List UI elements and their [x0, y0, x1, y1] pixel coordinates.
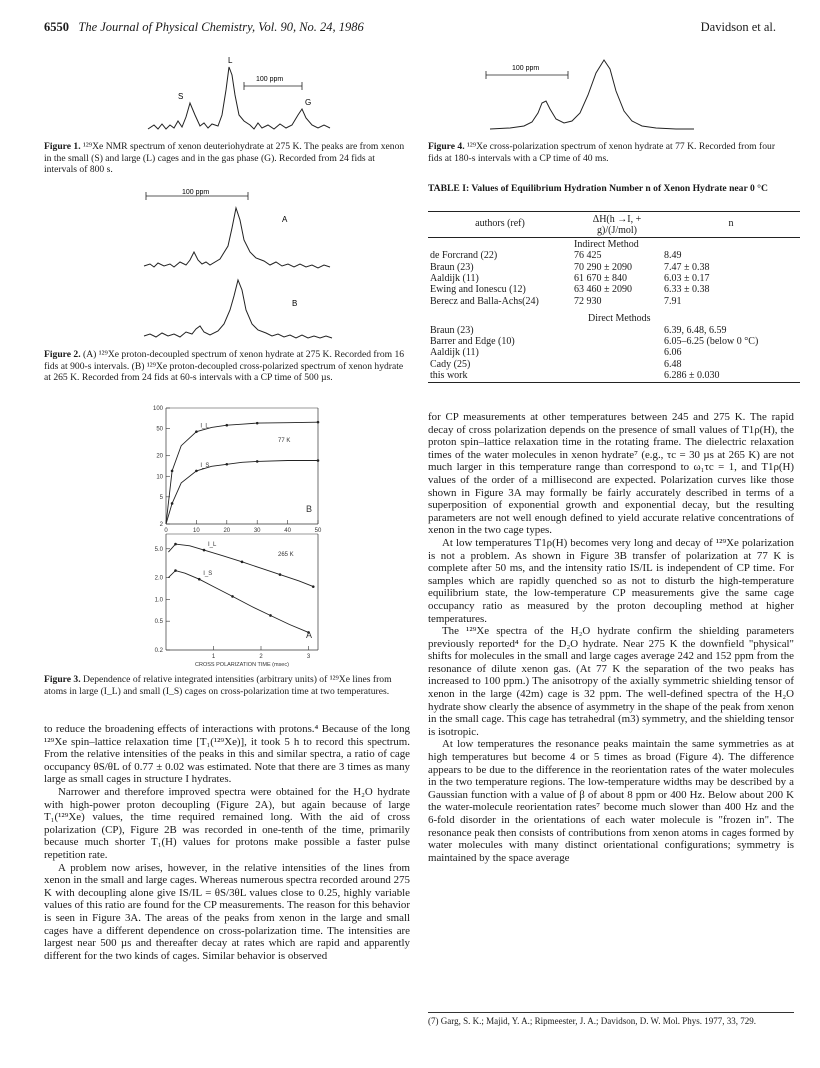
- x-tick-label: 0: [164, 528, 168, 534]
- series-label: I_S: [203, 571, 213, 578]
- table-row: Cady (25) 6.48: [430, 358, 682, 370]
- y-tick-label: 0.2: [154, 648, 163, 654]
- fig2-trace-a: [144, 208, 330, 268]
- x-tick-label: 20: [223, 528, 231, 534]
- left-column-text: [44, 723, 410, 962]
- y-tick-label: 0.5: [154, 619, 163, 626]
- fig2-trace-b: [144, 280, 332, 338]
- footnote: (7) Garg, S. K.; Majid, Y. A.; Ripmeester, J. A.; Davidson, D. W. Mol. Phys. 1977, 33, 729.: [428, 1016, 756, 1026]
- data-point: [312, 585, 315, 588]
- figure-2-caption: Figure 2. (A) ¹²⁹Xe proton-decoupled spectrum of xenon hydrate at 275 K. Recorded from 16 fids at 900-s intervals. (B) ¹²⁹Xe proton-decoupled cross-polarized spectrum of xenon hydrate at 265 K. Recorded from 24 fids at 60-s intervals with a CP time of 500 µs.: [44, 349, 405, 384]
- fig1-label-G: G: [305, 98, 312, 107]
- left-paragraph: to reduce the broadening effects of interactions with protons.⁴ Because of the long ¹²⁹Xe spin–lattice relaxation time [T₁(¹²⁹Xe)], it took 5 h to record this spectrum. From the relative intensities of the peaks in this and similar spectra, a ratio of cage occupancy θS/θL of 0.77 ± 0.02 was estimated. Note that there are 3 times as many large as small cages in structure I hydrates.: [44, 723, 410, 786]
- table-row: de Forcrand (22) 76 425 8.49: [430, 250, 682, 262]
- fig2-scale-label: 100 ppm: [182, 189, 210, 196]
- temperature-label: 77 K: [278, 438, 291, 444]
- x-tick-label: 1: [211, 654, 216, 660]
- table-section-direct: Direct Methods: [588, 313, 651, 325]
- series-line-I_S: [166, 461, 318, 525]
- fig1-scale-label: 100 ppm: [256, 76, 284, 83]
- panel-label: A: [306, 630, 313, 640]
- data-point: [171, 470, 174, 473]
- x-tick-label: 10: [193, 528, 200, 534]
- temperature-label: 265 K: [278, 552, 294, 558]
- fig2-label-A: A: [282, 215, 288, 224]
- data-point: [279, 573, 282, 576]
- table-row: Berecz and Balla-Achs(24) 72 930 7.91: [430, 295, 682, 307]
- data-point: [174, 543, 177, 546]
- y-tick-label: 5.0: [154, 546, 163, 553]
- right-paragraph: At low temperatures T1ρ(H) becomes very long and decay of ¹²⁹Xe polarization is not a problem. As shown in Figure 3B transfer of polarization at 77 K is complete after 50 ms, and the intensity ratio IS/IL is independent of CP time. For samples which are rapidly quenched so as not to disturb the high-temperature equilibrium state, the low-temperature CP measurements give the same cage occupancy ratio as measured by the proton decoupling method at higher temperatures.: [428, 536, 794, 625]
- table-row: Aaldijk (11) 61 670 ± 840 6.03 ± 0.17: [430, 273, 710, 285]
- left-paragraph: A problem now arises, however, in the relative intensities of the lines from xenon in the small and large cages. Whereas numerous spectra recorded around 275 K with decoupling alone give IS/IL = θS/3θL values close to 0.25, highly variable values of this ratio are found for the CP measurements. The reason for this behavior is seen in Figure 3A. The areas of the peaks from xenon in the large and small cages have a different dependence on cross-polarization time. The intensities are largest near 500 µs and thereafter decay at rates which are rapid and apparently different for the two kinds of cages. Similar behavior is observed: [44, 861, 410, 962]
- figure-4-caption: Figure 4. ¹²⁹Xe cross-polarization spectrum of xenon hydrate at 77 K. Recorded from four fids at 180-s intervals with a CP time of 40 ms.: [428, 141, 776, 164]
- x-tick-label: 2: [259, 654, 263, 660]
- right-column-text: [428, 411, 794, 864]
- table-1: [428, 211, 800, 383]
- y-tick-label: 5: [159, 494, 163, 501]
- figure-3-chart: [140, 402, 340, 672]
- data-point: [171, 502, 174, 505]
- series-label: I_L: [208, 542, 217, 549]
- data-point: [317, 459, 320, 462]
- data-point: [317, 421, 320, 424]
- data-point: [269, 614, 272, 617]
- fig2-label-B: B: [292, 299, 298, 308]
- figure-1-spectrum: [140, 55, 340, 140]
- page-number: 6550: [44, 20, 69, 34]
- data-point: [226, 463, 229, 466]
- left-paragraph: Narrower and therefore improved spectra were obtained for the H₂O hydrate with high-power proton decoupling (Figure 2A), but again because of large T₁(¹²⁹Xe) values, the time required remained long. With the aid of cross polarization (CP), Figure 2B was recorded in one-tenth of the time, primarily because much shorter T₁(H) values for protons make possible a faster pulse repetition rate.: [44, 785, 410, 861]
- data-point: [195, 430, 198, 433]
- x-tick-label: 30: [253, 528, 261, 534]
- y-tick-label: 2: [159, 522, 163, 528]
- y-tick-label: 50: [156, 426, 163, 433]
- header-authors: Davidson et al.: [700, 20, 776, 34]
- table-row: Braun (23) 70 290 ± 2090 7.47 ± 0.38: [430, 261, 710, 273]
- figure-3-caption: Figure 3. Dependence of relative integrated intensities (arbitrary units) of ¹²⁹Xe lines from atoms in large (I_L) and small (I_S) cages on cross-polarization time at two temperatures.: [44, 674, 392, 697]
- running-header: [44, 20, 364, 35]
- x-tick-label: 3: [306, 654, 311, 660]
- table-row: Braun (23) 6.39, 6.48, 6.59: [430, 324, 727, 336]
- table-row: this work 6.286 ± 0.030: [428, 370, 800, 382]
- data-point: [256, 460, 259, 463]
- right-paragraph: The ¹²⁹Xe spectra of the H₂O hydrate confirm the shielding parameters previously reported⁴ for the D₂O hydrate. Near 275 K the downfield "physical" shifts for molecules in the small and large cages average 242 and 152 ppm from the resonance of dilute xenon gas. (At 77 K the separation of the two peaks has increased to 100 ppm.) The anisotropy of the axially symmetric shielding tensor of xenon in the large (42m) cage is 32 ppm. The well-defined spectra of the H₂O hydrate show clearly the absence of asymmetry in the shape of the peak from xenon in the small cage. This cage has tetrahedral (m3) symmetry, and the shielding tensor is isotropic.: [428, 625, 794, 738]
- right-paragraph: At low temperatures the resonance peaks maintain the same symmetries as at high temperatures but become 4 or 5 times as broad (Figure 4). The difference appears to be due to the difference in the reorientation rates of the water molecules in the two temperature regions. The low-temperature widths may be described by a Gaussian function with a value of β of about 8 ppm or 400 Hz. Below about 200 K the water-molecule reorientation rates⁷ become much slower than 400 Hz and the 6-fold disorder in the orientations of each water molecule is "frozen in". The resonance peak then consists of contributions from xenon atoms in cages formed by water molecules with many distinct orientational configurations; symmetry is maintained by the space average: [428, 738, 794, 864]
- data-point: [256, 422, 259, 425]
- figure-4-spectrum: [480, 55, 700, 137]
- x-tick-label: 40: [284, 528, 291, 534]
- series-line-I_L: [166, 422, 318, 524]
- y-tick-label: 2.0: [154, 575, 163, 582]
- figure-1-caption: Figure 1. ¹²⁹Xe NMR spectrum of xenon deuteriohydrate at 275 K. The peaks are from xenon in the small (S) and large (L) cages and in the gas phase (G). Recorded from 24 fids at intervals of 800 s.: [44, 141, 405, 176]
- data-point: [231, 595, 234, 598]
- journal-title: The Journal of Physical Chemistry, Vol. 90, No. 24, 1986: [78, 20, 364, 34]
- y-tick-label: 20: [156, 453, 163, 460]
- data-point: [174, 569, 177, 572]
- fig1-label-L: L: [228, 56, 233, 65]
- fig4-scale-label: 100 ppm: [512, 65, 540, 72]
- data-point: [203, 549, 206, 552]
- right-paragraph: for CP measurements at other temperatures between 245 and 275 K. The rapid decay of cross polarization depends on the presence of small values of T1ρ(H), the proton spin–lattice relaxation time in the rotating frame. The dielectric relaxation times of the water molecules in xenon hydrate⁷ (e.g., τc = 30 µs at 265 K) are not much larger in this temperature range than correspond to ω₁τc = 1, and T1ρ(H) values of the order of a millisecond are expected. Polarization curves like those shown in Figure 3A may formally be fairly accurately described in terms of a superposition of exponential growth and exponential decay, but the resulting parameters are not well enough defined to yield accurate relative concentrations of xenon in the two cage types.: [428, 411, 794, 537]
- figure-2-spectra: [140, 186, 340, 346]
- series-line-I_S: [168, 571, 308, 633]
- y-tick-label: 10: [156, 474, 163, 481]
- table-row: Aaldijk (11) 6.06: [430, 347, 682, 359]
- data-point: [226, 424, 229, 427]
- x-axis-label: CROSS POLARIZATION TIME (msec): [195, 662, 289, 668]
- table-section-indirect: Indirect Method: [574, 238, 639, 250]
- table-header-n: n: [728, 218, 734, 229]
- footnote-rule: [428, 1012, 794, 1013]
- fig1-label-S: S: [178, 92, 184, 101]
- y-tick-label: 1.0: [154, 597, 163, 604]
- panel-label: B: [306, 504, 313, 514]
- table-header-authors: authors (ref): [475, 218, 525, 229]
- data-point: [241, 561, 244, 564]
- table-1-title: TABLE I: Values of Equilibrium Hydration Number n of Xenon Hydrate near 0 °C: [428, 183, 768, 194]
- series-line-I_L: [168, 544, 313, 587]
- y-tick-label: 100: [152, 406, 163, 412]
- series-label: I_L: [200, 423, 209, 430]
- data-point: [198, 578, 201, 581]
- x-tick-label: 50: [314, 528, 322, 534]
- table-row: Barrer and Edge (10) 6.05–6.25 (below 0 °C): [430, 336, 759, 348]
- data-point: [195, 470, 198, 473]
- series-label: I_S: [200, 462, 210, 469]
- table-header-dh: ΔH(h →I, + g)/(J/mol): [592, 214, 642, 237]
- table-row: Ewing and Ionescu (12) 63 460 ± 2090 6.33 ± 0.38: [430, 284, 710, 296]
